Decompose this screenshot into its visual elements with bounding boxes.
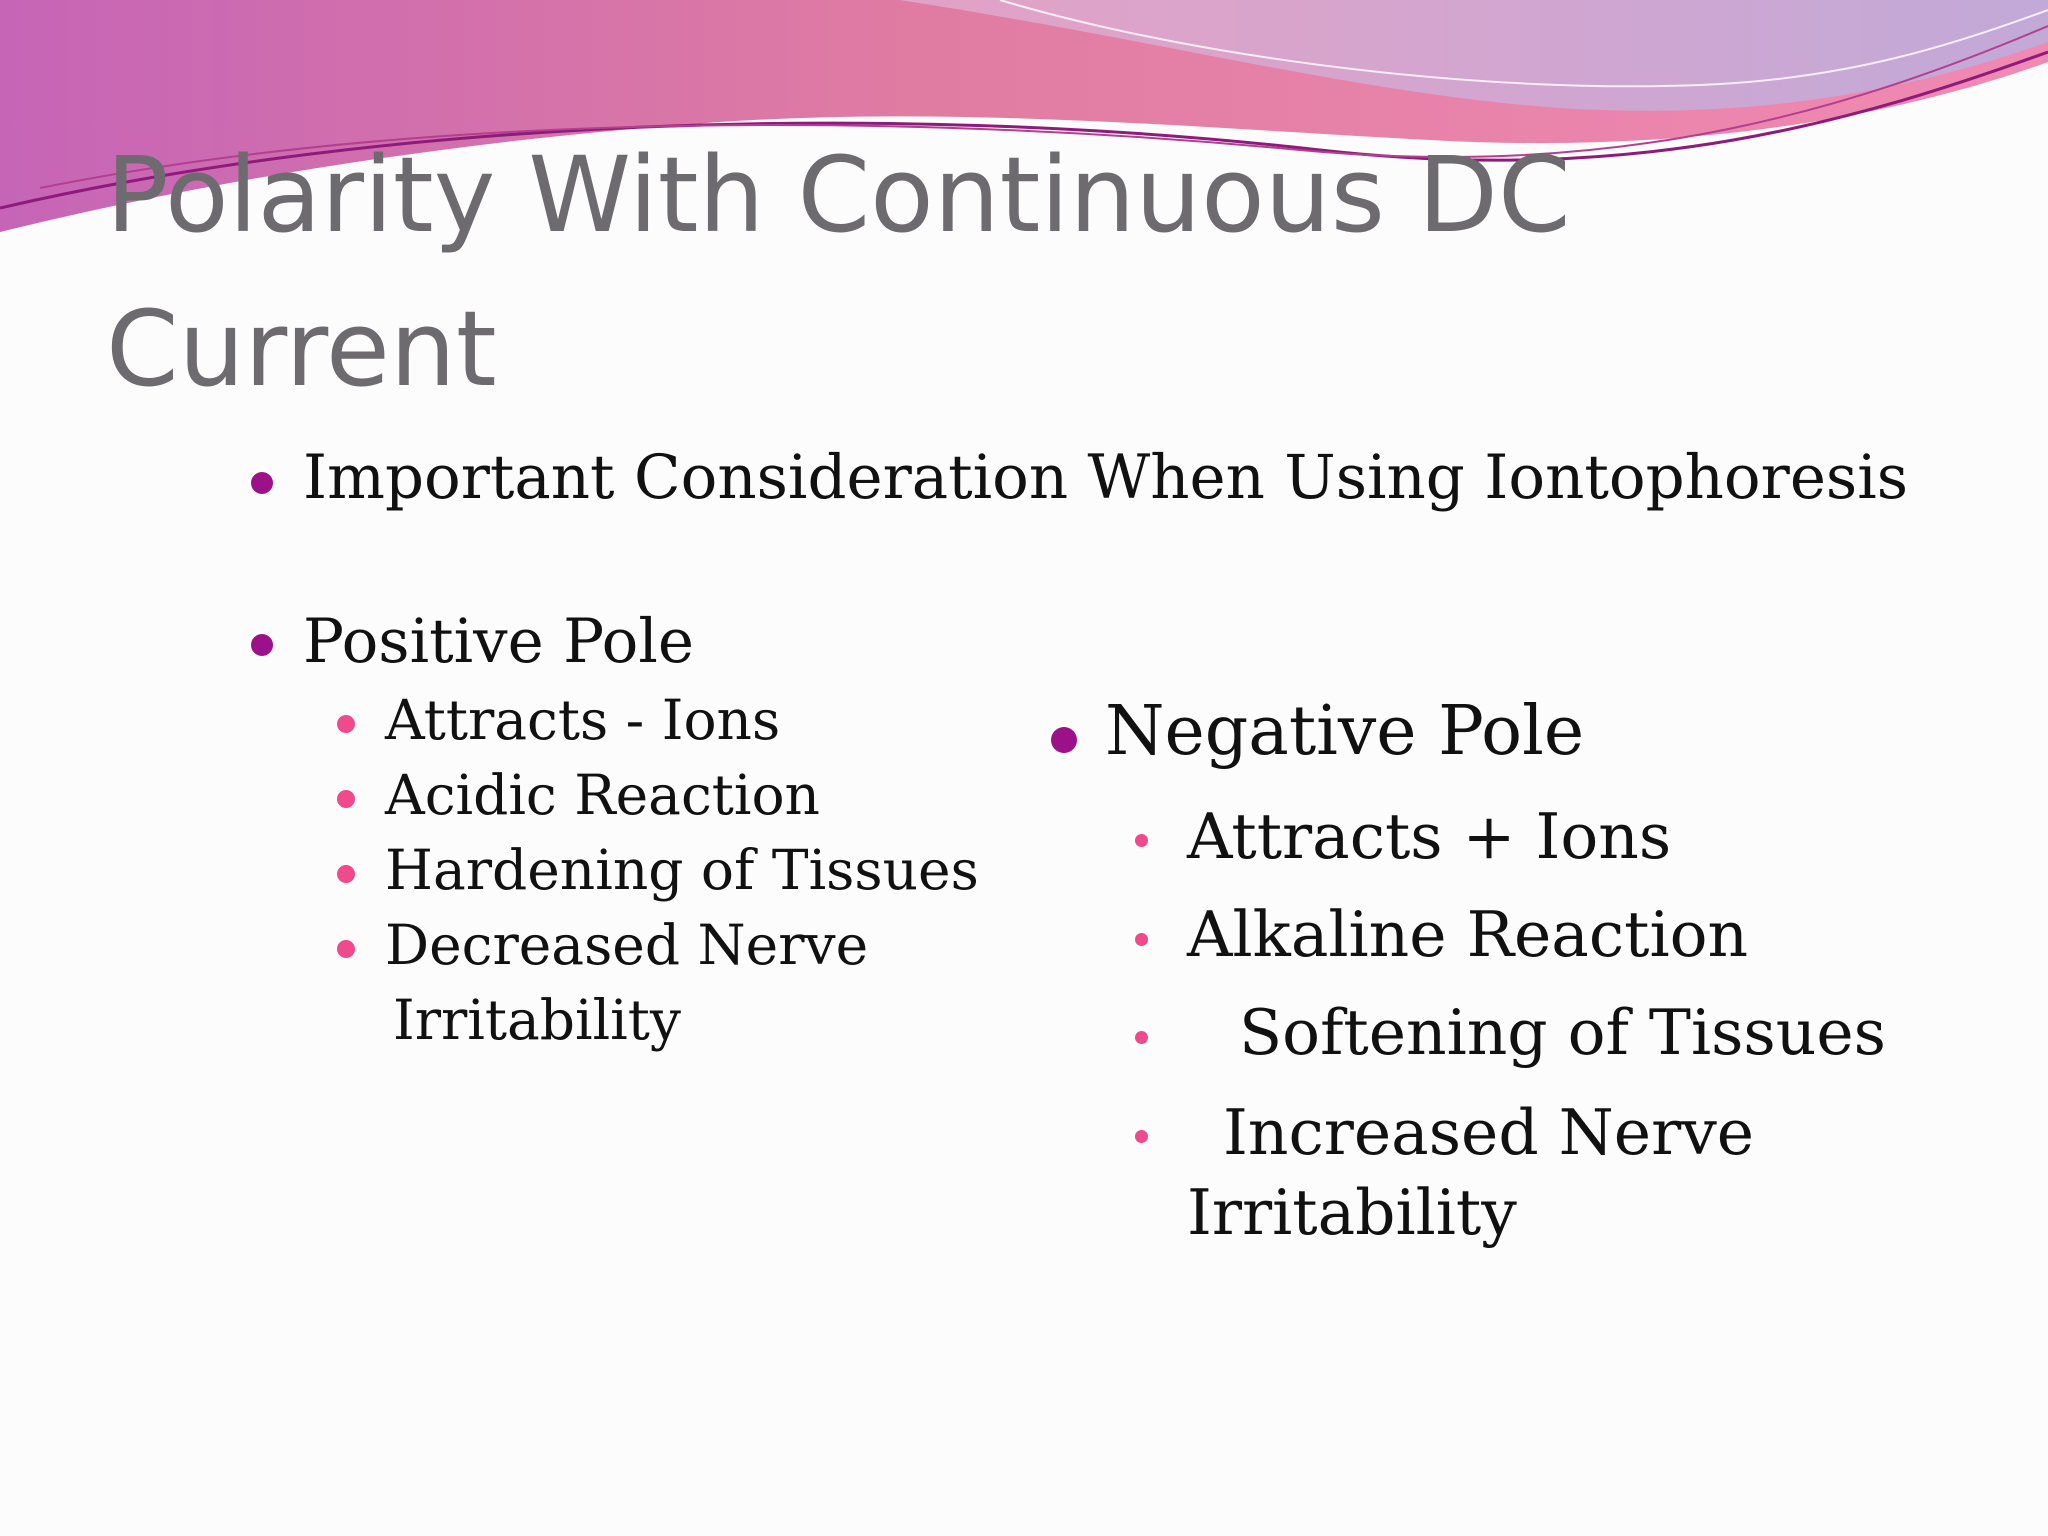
negative-item-increased: Increased Nerve	[1223, 1096, 1755, 1169]
positive-pole-heading: Positive Pole	[303, 606, 694, 677]
bullet-icon	[1135, 1031, 1148, 1044]
positive-item-acidic: Acidic Reaction	[385, 763, 820, 827]
positive-item-decreased: Decreased Nerve	[385, 913, 869, 977]
positive-item-attracts: Attracts - Ions	[385, 688, 781, 752]
slide-title: Polarity With Continuous DC Current	[106, 134, 1571, 410]
bullet-icon	[337, 790, 355, 808]
bullet-icon	[1051, 727, 1077, 753]
negative-item-irritability: Irritability	[1187, 1176, 1517, 1249]
negative-item-attracts: Attracts + Ions	[1187, 800, 1672, 873]
bullet-icon	[1135, 933, 1148, 946]
bullet-icon	[251, 634, 273, 656]
consideration-text: Important Consideration When Using Iontophoresis	[303, 442, 1909, 513]
bullet-icon	[1135, 834, 1148, 847]
bullet-icon	[337, 940, 355, 958]
negative-item-softening: Softening of Tissues	[1239, 996, 1886, 1069]
bullet-icon	[1135, 1130, 1148, 1143]
bullet-icon	[337, 865, 355, 883]
bullet-icon	[251, 472, 273, 494]
positive-item-hardening: Hardening of Tissues	[385, 838, 979, 902]
positive-item-irritability: Irritability	[393, 988, 681, 1052]
negative-item-alkaline: Alkaline Reaction	[1187, 898, 1749, 971]
bullet-icon	[337, 715, 355, 733]
negative-pole-heading: Negative Pole	[1105, 692, 1585, 771]
